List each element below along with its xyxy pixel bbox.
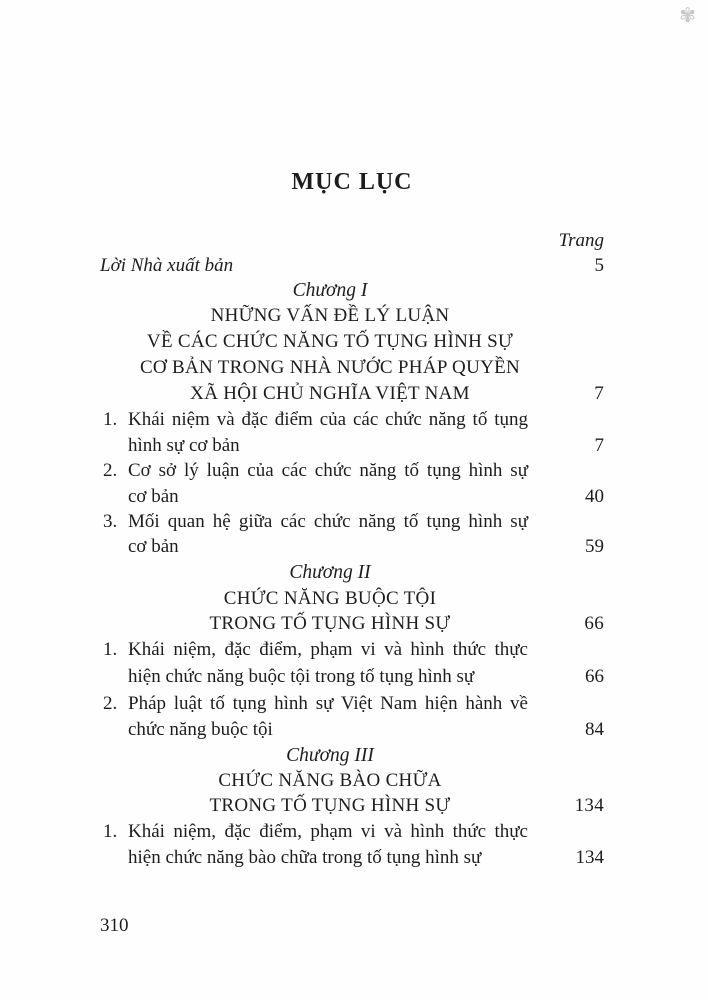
chapter-label: Chương II — [289, 562, 371, 583]
toc-item-number: 2. — [103, 460, 118, 481]
toc-item-line — [100, 716, 604, 743]
toc-item-line — [100, 483, 604, 510]
toc-item-line — [100, 457, 604, 484]
toc-item-line — [100, 508, 604, 535]
page-number: 5 — [594, 255, 604, 276]
toc-item-line — [100, 690, 604, 717]
toc-item-number: 2. — [103, 693, 118, 714]
toc-item-text: cơ bản — [128, 486, 179, 507]
chapter-title-line — [100, 380, 604, 407]
toc-item-text: Khái niệm, đặc điểm, phạm vi và hình thức thực — [128, 821, 528, 842]
toc-item-text: Pháp luật tố tụng hình sự Việt Nam hiện hành về — [128, 693, 528, 714]
chapter-title-text: TRONG TỐ TỤNG HÌNH SỰ — [209, 613, 451, 634]
chapter-title-line — [100, 792, 604, 819]
toc-item-text: Khái niệm, đặc điểm, phạm vi và hình thức thực — [128, 639, 528, 660]
toc-item-number: 3. — [103, 511, 118, 532]
column-header-trang: Trang — [558, 230, 604, 251]
chapter-title-line: CHỨC NĂNG BÀO CHỮA — [218, 770, 442, 791]
chapter-title-line: CƠ BẢN TRONG NHÀ NƯỚC PHÁP QUYỀN — [139, 357, 521, 378]
page-number: 84 — [585, 719, 604, 740]
toc-item-number: 1. — [103, 821, 118, 842]
toc-item-text: Cơ sở lý luận của các chức năng tố tụng hình sự — [128, 460, 528, 481]
toc-item-line — [100, 432, 604, 459]
toc-item-line — [100, 818, 604, 845]
flower-icon: ✾ — [679, 5, 696, 27]
toc-item-line — [100, 844, 604, 871]
toc-item-line — [100, 533, 604, 560]
chapter-title-text: TRONG TỐ TỤNG HÌNH SỰ — [209, 795, 451, 816]
footer-page-number: 310 — [100, 915, 129, 936]
page-number: 66 — [584, 613, 604, 634]
toc-item-text: hiện chức năng bào chữa trong tố tụng hình sự — [128, 847, 482, 868]
toc-item-line — [100, 406, 604, 433]
toc-item-text: Mối quan hệ giữa các chức năng tố tụng hình sự — [128, 511, 528, 532]
toc-item-text: chức năng buộc tội — [128, 719, 273, 740]
page-number: 134 — [575, 847, 604, 868]
page-number: 40 — [585, 486, 604, 507]
chapter-title-line — [100, 610, 604, 637]
toc-item-text: hiện chức năng buộc tội trong tố tụng hình sự — [128, 666, 475, 687]
front-matter-row — [100, 252, 604, 279]
page-number: 66 — [585, 666, 604, 687]
page-number: 59 — [585, 536, 604, 557]
chapter-label: Chương I — [292, 280, 368, 301]
page-number: 7 — [594, 435, 604, 456]
chapter-label: Chương III — [286, 745, 374, 766]
toc-item-line — [100, 636, 604, 663]
toc-item-number: 1. — [103, 409, 118, 430]
chapter-title-line: NHỮNG VẤN ĐỀ LÝ LUẬN — [210, 305, 450, 326]
toc-item-text: hình sự cơ bản — [128, 435, 240, 456]
toc-item-line — [100, 663, 604, 690]
chapter-title-line: VỀ CÁC CHỨC NĂNG TỐ TỤNG HÌNH SỰ — [146, 331, 514, 352]
front-matter-label: Lời Nhà xuất bản — [100, 255, 234, 276]
chapter-title-text: XÃ HỘI CHỦ NGHĨA VIỆT NAM — [190, 383, 470, 404]
chapter-title-line: CHỨC NĂNG BUỘC TỘI — [223, 588, 437, 609]
page-number: 7 — [594, 383, 604, 404]
page-title: MỤC LỤC — [291, 169, 413, 195]
page-number: 134 — [574, 795, 604, 816]
toc-item-text: Khái niệm và đặc điểm của các chức năng tố tụng — [128, 409, 528, 430]
toc-item-number: 1. — [103, 639, 118, 660]
toc-item-text: cơ bản — [128, 536, 179, 557]
